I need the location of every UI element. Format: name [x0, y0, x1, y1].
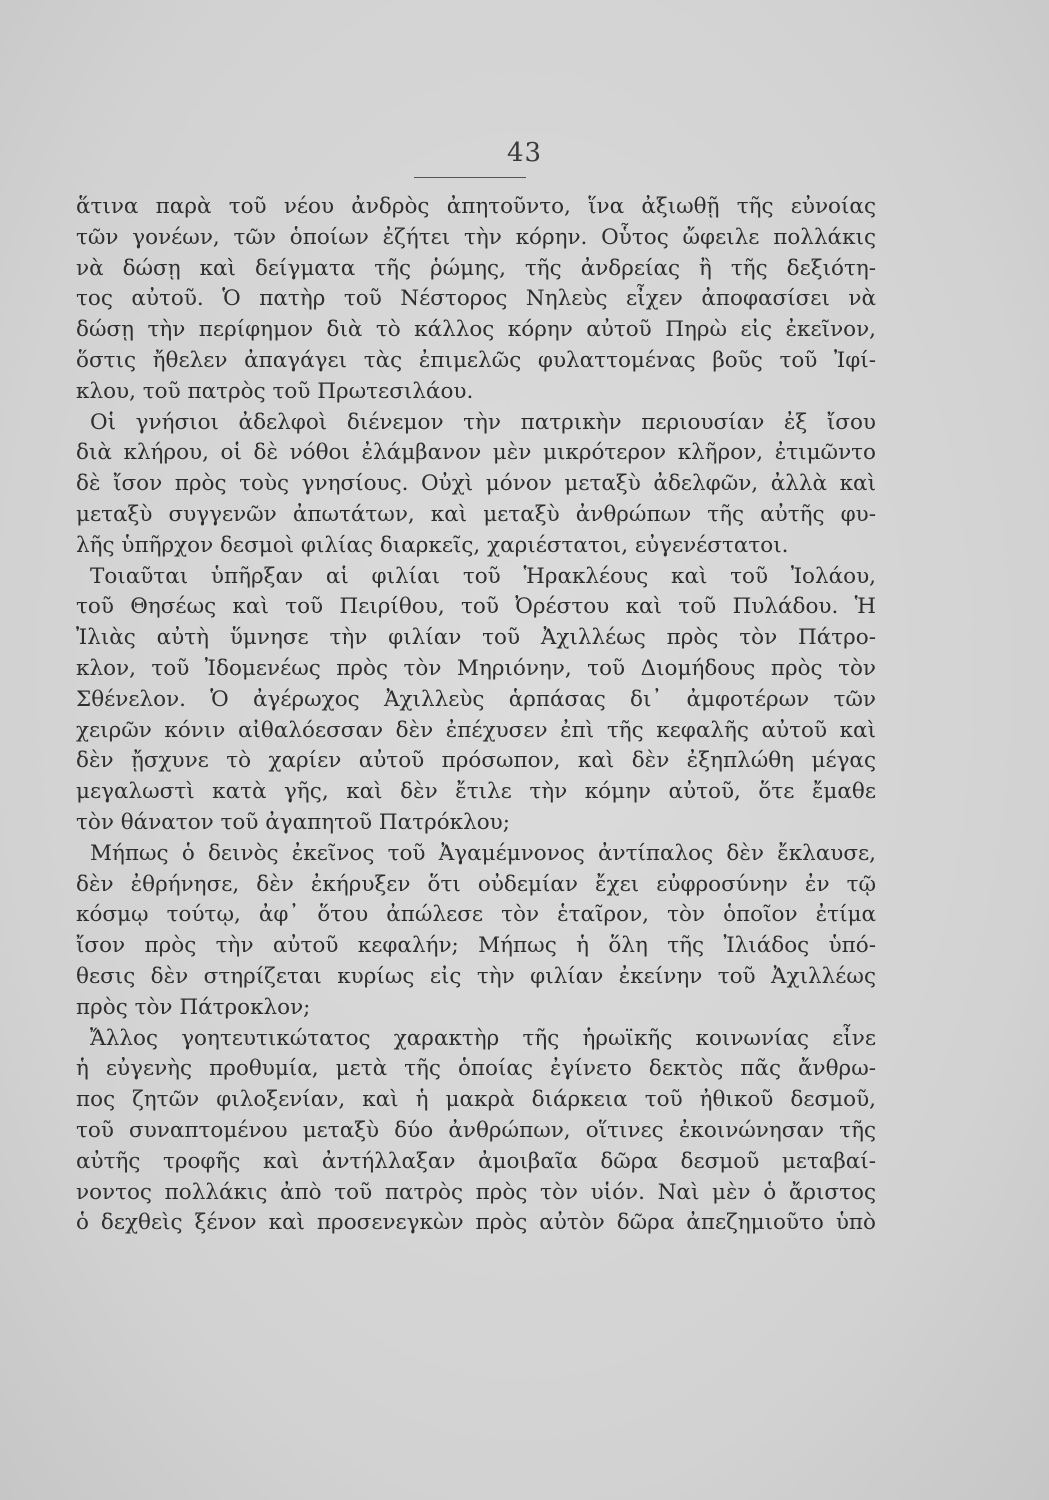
text-line: ἡ εὐγενὴς προθυμία, μετὰ τῆς ὁποίας ἐγίνετο δεκτὸς πᾶς ἄνθρω-	[76, 1056, 876, 1082]
text-line: δὲ ἴσον πρὸς τοὺς γνησίους. Οὐχὶ μόνον μεταξὺ ἀδελφῶν, ἀλλὰ καὶ	[76, 471, 876, 497]
text-line: τῶν γονέων, τῶν ὁποίων ἐζήτει τὴν κόρην. Οὗτος ὤφειλε πολλάκις	[76, 224, 876, 250]
page-number-rule	[414, 177, 526, 178]
text-line: Ἰλιὰς αὐτὴ ὕμνησε τὴν φιλίαν τοῦ Ἀχιλλέως πρὸς τὸν Πάτρο-	[76, 625, 876, 651]
body-text	[76, 192, 876, 1239]
text-line: μεγαλωστὶ κατὰ γῆς, καὶ δὲν ἔτιλε τὴν κόμην αὐτοῦ, ὅτε ἔμαθε	[76, 779, 876, 805]
text-line: νὰ δώσῃ καὶ δείγματα τῆς ῥώμης, τῆς ἀνδρείας ἢ τῆς δεξιότη-	[76, 255, 876, 281]
text-line: πρὸς τὸν Πάτροκλον;	[76, 994, 311, 1020]
text-line: κλον, τοῦ Ἰδομενέως πρὸς τὸν Μηριόνην, τοῦ Διομήδους πρὸς τὸν	[76, 655, 876, 681]
text-line: ἴσον πρὸς τὴν αὐτοῦ κεφαλήν; Μήπως ἡ ὅλη τῆς Ἰλιάδος ὑπό-	[76, 933, 876, 959]
text-line: τοῦ Θησέως καὶ τοῦ Πειρίθου, τοῦ Ὀρέστου καὶ τοῦ Πυλάδου. Ἡ	[76, 594, 876, 620]
text-line: τος αὐτοῦ. Ὁ πατὴρ τοῦ Νέστορος Νηλεὺς εἶχεν ἀποφασίσει νὰ	[76, 286, 876, 312]
text-line: τοῦ συναπτομένου μεταξὺ δύο ἀνθρώπων, οἵτινες ἐκοινώνησαν τῆς	[76, 1117, 876, 1143]
text-line: χειρῶν κόνιν αἰθαλόεσσαν δὲν ἐπέχυσεν ἐπὶ τῆς κεφαλῆς αὐτοῦ καὶ	[76, 717, 876, 743]
text-line: διὰ κλήρου, οἱ δὲ νόθοι ἐλάμβανον μὲν μικρότερον κλῆρον, ἐτιμῶντο	[76, 440, 876, 466]
text-line: Μήπως ὁ δεινὸς ἐκεῖνος τοῦ Ἀγαμέμνονος ἀντίπαλος δὲν ἔκλαυσε,	[90, 840, 876, 866]
page-number: 43	[506, 138, 543, 168]
text-line: λῆς ὑπῆρχον δεσμοὶ φιλίας διαρκεῖς, χαριέστατοι, εὐγενέστατοι.	[76, 532, 789, 558]
text-line: μεταξὺ συγγενῶν ἀπωτάτων, καὶ μεταξὺ ἀνθρώπων τῆς αὐτῆς φυ-	[76, 501, 876, 527]
text-line: νοντος πολλάκις ἀπὸ τοῦ πατρὸς πρὸς τὸν υἱόν. Ναὶ μὲν ὁ ἄριστος	[76, 1179, 876, 1205]
text-line: δὲν ἐθρήνησε, δὲν ἐκήρυξεν ὅτι οὐδεμίαν ἔχει εὐφροσύνην ἐν τῷ	[76, 871, 876, 897]
text-line: κόσμῳ τούτῳ, ἀφ᾽ ὅτου ἀπώλεσε τὸν ἑταῖρον, τὸν ὁποῖον ἐτίμα	[76, 902, 876, 928]
text-line: πος ζητῶν φιλοξενίαν, καὶ ἡ μακρὰ διάρκεια τοῦ ἠθικοῦ δεσμοῦ,	[76, 1087, 876, 1113]
text-line: θεσις δὲν στηρίζεται κυρίως εἰς τὴν φιλίαν ἐκείνην τοῦ Ἀχιλλέως	[76, 963, 876, 989]
text-line: δὲν ᾔσχυνε τὸ χαρίεν αὐτοῦ πρόσωπον, καὶ δὲν ἐξηπλώθη μέγας	[76, 748, 876, 774]
text-line: ἅτινα παρὰ τοῦ νέου ἀνδρὸς ἀπητοῦντο, ἵνα ἀξιωθῇ τῆς εὐνοίας	[76, 194, 876, 219]
text-line: ὅστις ἤθελεν ἀπαγάγει τὰς ἐπιμελῶς φυλαττομένας βοῦς τοῦ Ἰφί-	[76, 347, 876, 373]
text-line: Τοιαῦται ὑπῆρξαν αἱ φιλίαι τοῦ Ἡρακλέους καὶ τοῦ Ἰολάου,	[90, 563, 876, 589]
text-line: δώσῃ τὴν περίφημον διὰ τὸ κάλλος κόρην αὐτοῦ Πηρὼ εἰς ἐκεῖνον,	[76, 317, 876, 343]
text-line: Σθένελον. Ὁ ἀγέρωχος Ἀχιλλεὺς ἁρπάσας δι᾽ ἀμφοτέρων τῶν	[76, 686, 876, 712]
text-line: Οἱ γνήσιοι ἀδελφοὶ διένεμον τὴν πατρικὴν περιουσίαν ἐξ ἴσου	[90, 409, 876, 435]
text-line: τὸν θάνατον τοῦ ἀγαπητοῦ Πατρόκλου;	[76, 809, 510, 835]
text-line: αὐτῆς τροφῆς καὶ ἀντήλλαξαν ἀμοιβαῖα δῶρα δεσμοῦ μεταβαί-	[76, 1148, 876, 1174]
text-line: Ἄλλος γοητευτικώτατος χαρακτὴρ τῆς ἡρωϊκῆς κοινωνίας εἶνε	[90, 1025, 876, 1051]
text-line: κλου, τοῦ πατρὸς τοῦ Πρωτεσιλάου.	[76, 378, 474, 404]
text-line: ὁ δεχθεὶς ξένον καὶ προσενεγκὼν πρὸς αὐτὸν δῶρα ἀπεζημιοῦτο ὑπὸ	[76, 1210, 876, 1236]
